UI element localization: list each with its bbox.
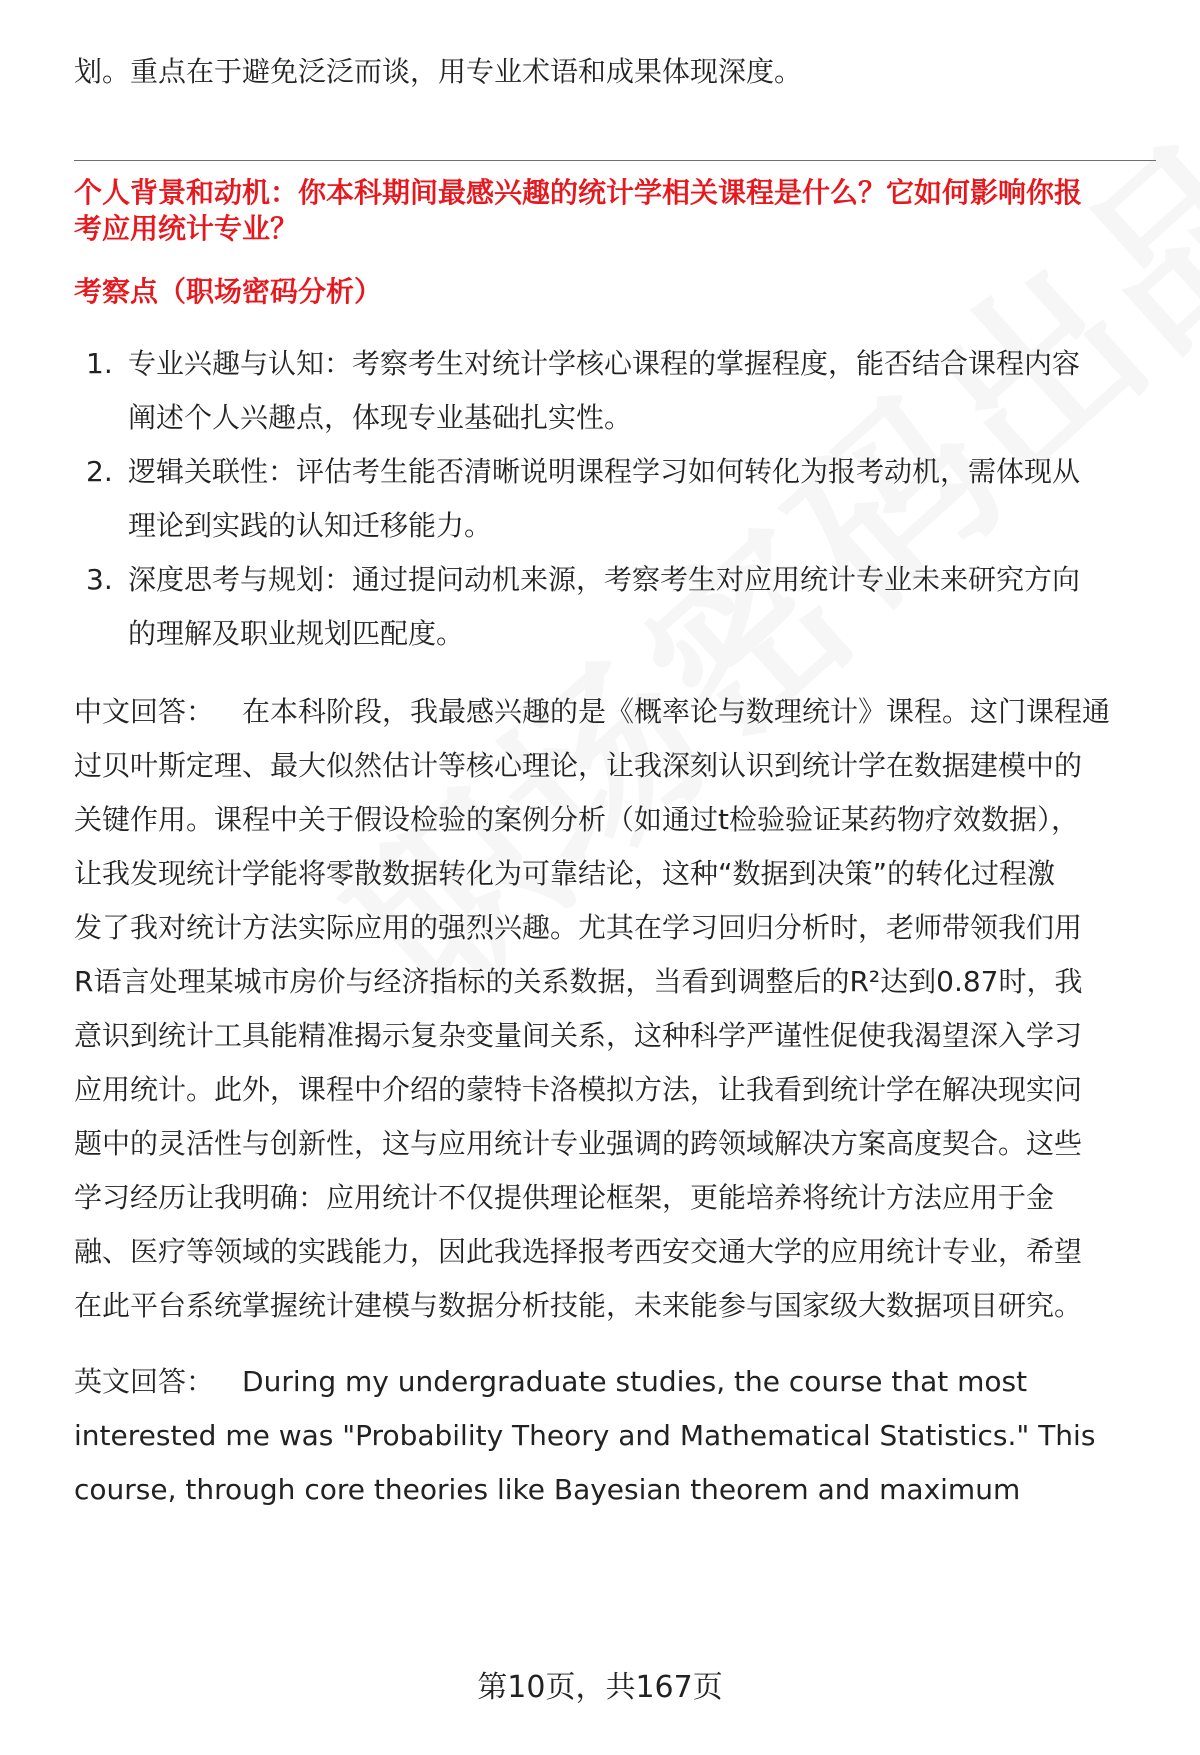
analysis-item-1-line-1: 专业兴趣与认知：考察考生对统计学核心课程的掌握程度，能否结合课程内容 <box>128 347 1081 380</box>
analysis-item-1-line-2: 阐述个人兴趣点，体现专业基础扎实性。 <box>128 401 633 434</box>
en-answer-line-3: course, through core theories like Bayesian theorem and maximum <box>74 1473 1021 1506</box>
cn-answer-line-12: 在此平台系统掌握统计建模与数据分析技能，未来能参与国家级大数据项目研究。 <box>74 1289 1083 1322</box>
cn-answer-line-5: 发了我对统计方法实际应用的强烈兴趣。尤其在学习回归分析时，老师带领我们用 <box>74 911 1083 944</box>
cn-answer-line-11: 融、医疗等领域的实践能力，因此我选择报考西安交通大学的应用统计专业，希望 <box>74 1235 1083 1268</box>
analysis-item-1-number: 1. <box>86 347 113 380</box>
en-answer-line-1 <box>74 1362 1027 1402</box>
en-answer-line-2: interested me was "Probability Theory and Mathematical Statistics." This <box>74 1419 1096 1452</box>
intro-tail-text: 划。重点在于避免泛泛而谈，用专业术语和成果体现深度。 <box>74 55 803 88</box>
cn-answer-line-4: 让我发现统计学能将零散数据转化为可靠结论，这种“数据到决策”的转化过程激 <box>74 857 1056 890</box>
cn-answer-line-10: 学习经历让我明确：应用统计不仅提供理论框架，更能培养将统计方法应用于金 <box>74 1181 1055 1214</box>
cn-answer-line-3: 关键作用。课程中关于假设检验的案例分析（如通过t检验验证某药物疗效数据）， <box>74 803 1079 836</box>
cn-answer-line-8: 应用统计。此外，课程中介绍的蒙特卡洛模拟方法，让我看到统计学在解决现实问 <box>74 1073 1083 1106</box>
analysis-item-3-number: 3. <box>86 563 113 596</box>
section-divider <box>74 160 1156 161</box>
analysis-item-2-line-1: 逻辑关联性：评估考生能否清晰说明课程学习如何转化为报考动机，需体现从 <box>128 455 1081 488</box>
page-footer: 第10页，共167页 <box>477 1670 723 1705</box>
analysis-item-2-number: 2. <box>86 455 113 488</box>
cn-answer-label: 中文回答： <box>74 695 215 728</box>
analysis-title: 考察点（职场密码分析） <box>74 275 383 308</box>
cn-answer-line-6: R语言处理某城市房价与经济指标的关系数据，当看到调整后的R²达到0.87时，我 <box>74 965 1083 998</box>
question-line-2: 考应用统计专业？ <box>74 212 299 245</box>
cn-answer-line-2: 过贝叶斯定理、最大似然估计等核心理论，让我深刻认识到统计学在数据建模中的 <box>74 749 1083 782</box>
analysis-item-3-line-1: 深度思考与规划：通过提问动机来源，考察考生对应用统计专业未来研究方向 <box>128 563 1081 596</box>
cn-answer-line-1 <box>74 692 1110 732</box>
en-answer-label: 英文回答： <box>74 1365 215 1398</box>
cn-answer-line-9: 题中的灵活性与创新性，这与应用统计专业强调的跨领域解决方案高度契合。这些 <box>74 1127 1083 1160</box>
analysis-item-3-line-2: 的理解及职业规划匹配度。 <box>128 617 465 650</box>
cn-answer-text: 在本科阶段，我最感兴趣的是《概率论与数理统计》课程。这门课程通 <box>242 695 1111 728</box>
question-line-1: 个人背景和动机：你本科期间最感兴趣的统计学相关课程是什么？它如何影响你报 <box>74 176 1083 209</box>
en-answer-text: During my undergraduate studies, the course that most <box>242 1365 1028 1398</box>
cn-answer-line-7: 意识到统计工具能精准揭示复杂变量间关系，这种科学严谨性促使我渴望深入学习 <box>74 1019 1083 1052</box>
analysis-item-2-line-2: 理论到实践的认知迁移能力。 <box>128 509 493 542</box>
